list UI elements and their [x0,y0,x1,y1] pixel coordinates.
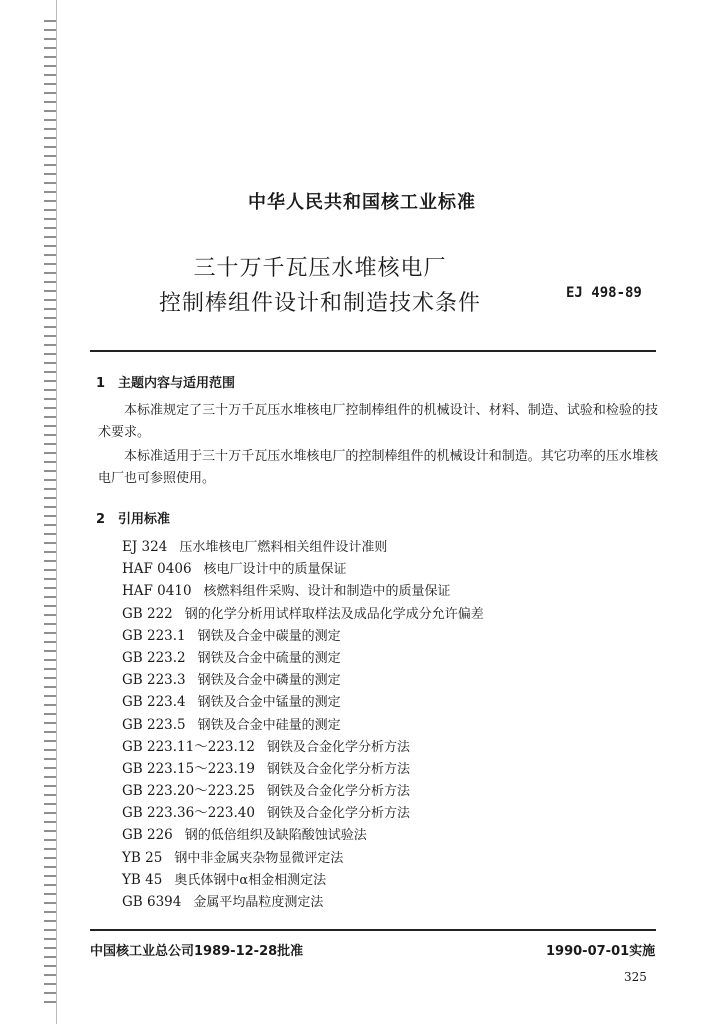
reference-title: 钢铁及合金化学分析方法 [266,784,410,800]
reference-code: GB 223.36～223.40 [122,805,255,822]
list-item [122,736,484,758]
reference-code: GB 6394 [122,894,182,910]
reference-title: 压水堆核电厂燃料相关组件设计准则 [179,540,388,555]
list-item [122,669,484,691]
section-title: 引用标准 [118,512,171,527]
reference-code: GB 223.11～223.12 [122,738,255,755]
section-2-heading [96,508,170,527]
list-item [122,758,484,780]
reference-code: GB 223.20～223.25 [122,783,255,800]
reference-code: GB 223.2 [122,649,186,666]
list-item [122,580,484,602]
section-number: 1 [96,376,106,391]
binding-holes [44,20,56,1010]
section-1-paragraph-2: 本标准适用于三十万千瓦压水堆核电厂的控制棒组件的机械设计和制造。其它功率的压水堆核电厂也可参照使用。 [98,449,658,486]
list-item [122,691,484,713]
reference-code: HAF 0410 [122,583,192,600]
reference-code: GB 223.3 [122,672,186,689]
list-item [122,647,484,669]
list-item [122,536,484,558]
reference-title: 钢铁及合金中碳量的测定 [197,628,341,644]
list-item [122,714,484,736]
list-item [122,558,484,580]
reference-code: YB 45 [122,871,163,888]
reference-code: GB 222 [122,605,173,622]
reference-code: GB 223.5 [122,716,186,733]
binding-edge [56,0,57,1024]
list-item [122,603,484,625]
reference-title: 奥氏体钢中α相金相测定法 [174,872,327,888]
section-1-paragraph-1: 本标准规定了三十万千瓦压水堆核电厂控制棒组件的机械设计、材料、制造、试验和检验的技术要求。 [98,403,658,440]
reference-list [122,536,484,913]
issuing-organization: 中华人民共和国核工业标准 [248,192,476,213]
page-number: 325 [624,970,647,984]
reference-code: GB 226 [122,827,173,844]
reference-code: HAF 0406 [122,561,192,578]
list-item [122,802,484,824]
section-1-heading [96,372,235,391]
section-number: 2 [96,512,106,527]
standard-code: EJ 498-89 [566,285,642,301]
document-title-line-1: 三十万千瓦压水堆核电厂 [193,256,447,281]
reference-title: 钢铁及合金中硫量的测定 [197,650,341,666]
document-title-line-2: 控制棒组件设计和制造技术条件 [158,291,481,316]
reference-code: GB 223.1 [122,627,186,644]
list-item [122,780,484,802]
reference-title: 钢铁及合金化学分析方法 [266,761,410,777]
approval-info: 中国核工业总公司1989-12-28批准 [90,944,304,959]
reference-title: 钢铁及合金中磷量的测定 [197,673,341,689]
list-item [122,869,484,891]
section-title: 主题内容与适用范围 [118,376,236,391]
footer-divider [90,929,656,931]
header-divider [90,350,656,352]
list-item [122,891,484,913]
effective-date: 1990-07-01实施 [546,944,656,959]
reference-title: 钢铁及合金化学分析方法 [266,739,410,755]
reference-title: 钢铁及合金中硅量的测定 [197,717,341,733]
reference-title: 钢铁及合金中锰量的测定 [197,695,341,711]
reference-title: 核燃料组件采购、设计和制造中的质量保证 [203,584,451,600]
reference-title: 钢铁及合金化学分析方法 [266,806,410,822]
list-item [122,824,484,846]
reference-code: GB 223.4 [122,694,186,711]
list-item [122,847,484,869]
reference-title: 钢的低倍组织及缺陷酸蚀试验法 [184,828,367,844]
reference-title: 核电厂设计中的质量保证 [203,562,347,578]
reference-code: GB 223.15～223.19 [122,760,255,777]
list-item [122,625,484,647]
reference-code: EJ 324 [122,539,168,555]
reference-title: 钢中非金属夹杂物显微评定法 [174,850,344,866]
reference-code: YB 25 [122,849,163,866]
reference-title: 金属平均晶粒度测定法 [193,895,324,910]
reference-title: 钢的化学分析用试样取样法及成品化学成分允许偏差 [184,606,484,622]
